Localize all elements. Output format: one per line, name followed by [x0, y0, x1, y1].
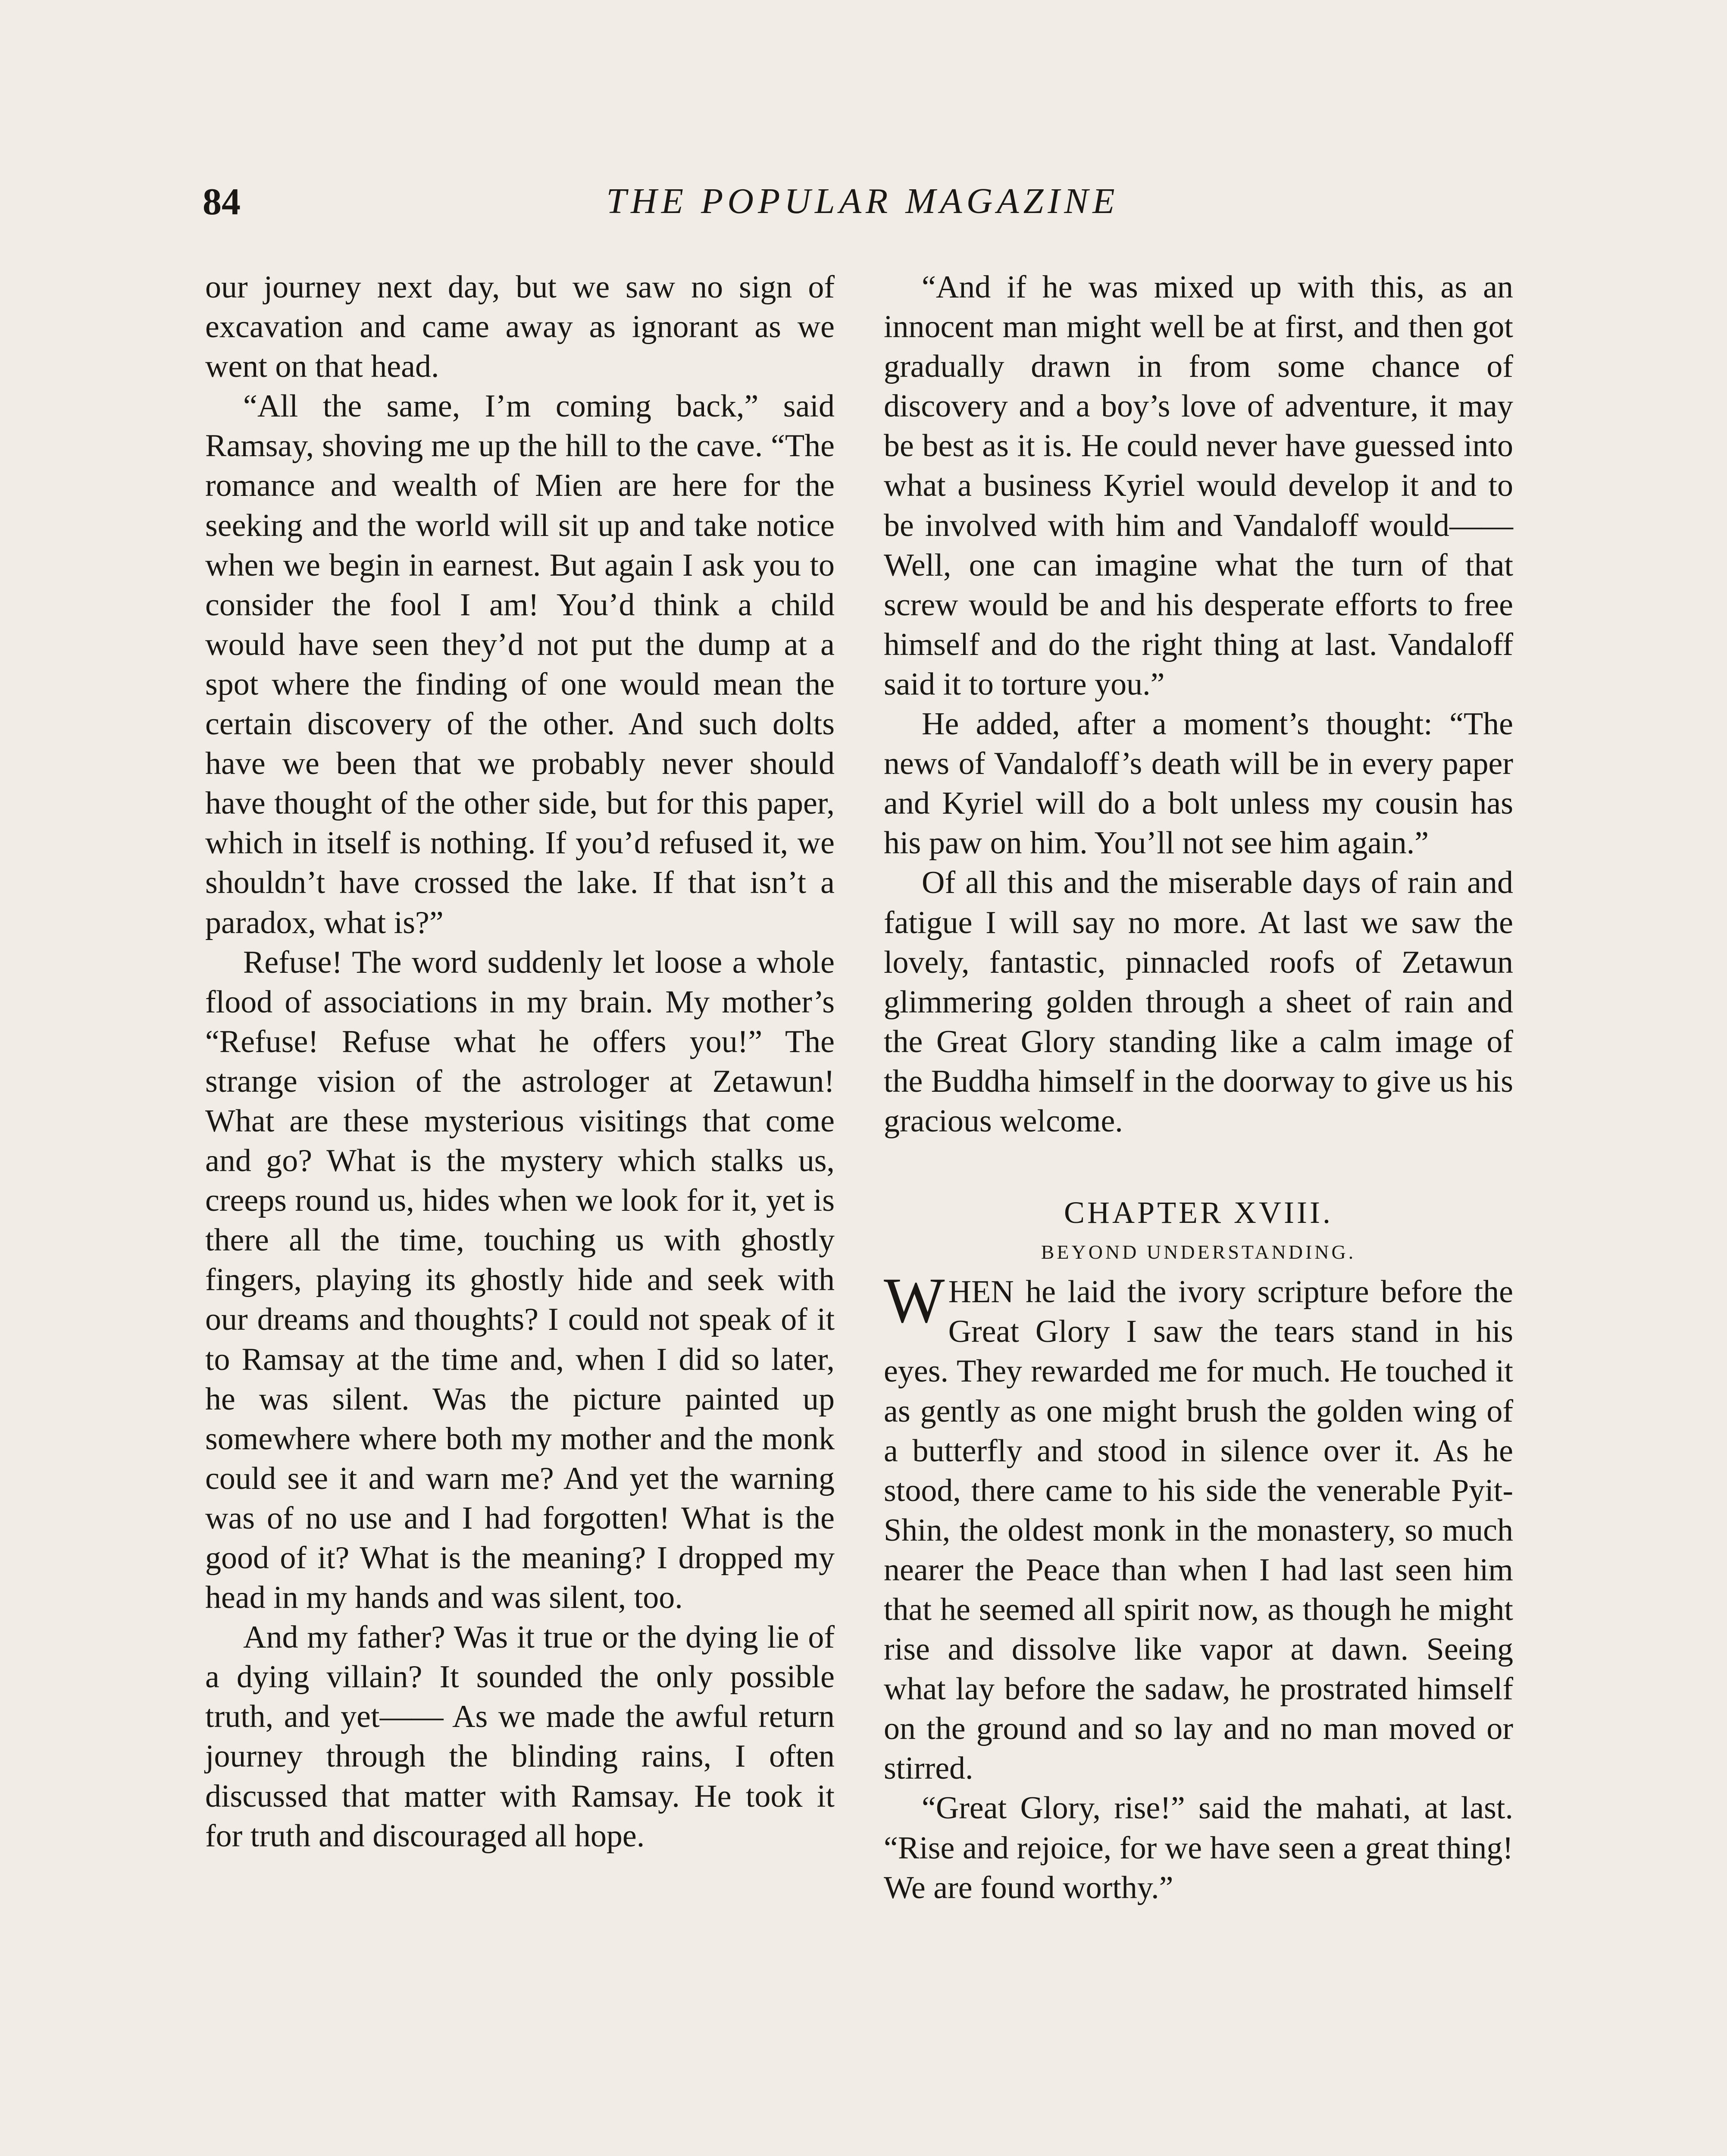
drop-cap: W: [884, 1265, 945, 1337]
running-title: THE POPULAR MAGAZINE: [606, 181, 1119, 221]
chapter-opening-text: HEN he laid the ivory scripture before the Great Glory I saw the tears stand in his eyes. They rewarded me for much. He touched it as gently as one might brush the golden wing of a butterfly and stood in silence over it. As he stood, there came to his side the venerable Pyit-Shin, the oldest monk in the monastery, so much nearer the Peace than when I had last seen him that he seemed all spirit now, as though he might rise and dissolve like vapor at dawn. Seeing what lay before the sadaw, he prostrated himself on the ground and so lay and no man moved or stirred.: [884, 1274, 1513, 1786]
paragraph: our journey next day, but we saw no sign of excavation and came away as ignorant as we went on that head.: [205, 270, 835, 385]
page-number: 84: [203, 181, 241, 223]
chapter-subtitle: BEYOND UNDERSTANDING.: [1041, 1241, 1356, 1263]
paragraph: “All the same, I’m coming back,” said Ramsay, shoving me up the hill to the cave. “The romance and wealth of Mien are here for the seeking and the world will sit up and take notice when we begin in earnest. But again I ask you to consider the fool I am! You’d think a child would have seen they’d not put the dump at a spot where the finding of one would mean the certain discovery of the other. And such dolts have we been that we probably never should have thought of the other side, but for this paper, which in itself is nothing. If you’d refused it, we shouldn’t have crossed the lake. If that isn’t a paradox, what is?”: [205, 389, 835, 940]
paragraph: “Great Glory, rise!” said the mahati, at last. “Rise and rejoice, for we have seen a great thing! We are found worthy.”: [884, 1790, 1513, 1905]
page-header: [203, 180, 1523, 228]
right-column: [884, 267, 1513, 1908]
paragraph: “And if he was mixed up with this, as an innocent man might well be at first, and then got gradually drawn in from some chance of discovery and a boy’s love of adventure, it may be best as it is. He could never have guessed into what a business Kyriel would develop it and to be involved with him and Vandaloff would—— Well, one can imagine what the turn of that screw would be and his desperate efforts to free himself and do the right thing at last. Vandaloff said it to torture you.”: [884, 270, 1513, 702]
paragraph: Of all this and the miserable days of rain and fatigue I will say no more. At last we saw the lovely, fantastic, pinnacled roofs of Zetawun glimmering golden through a sheet of rain and the Great Glory standing like a calm image of the Buddha himself in the doorway to give us his gracious welcome.: [884, 865, 1513, 1139]
paragraph: He added, after a moment’s thought: “The news of Vandaloff’s death will be in every paper and Kyriel will do a bolt unless my cousin has his paw on him. You’ll not see him again.”: [884, 706, 1513, 861]
left-column: [205, 267, 835, 1856]
chapter-heading: [884, 1193, 1513, 1272]
chapter-opening-paragraph: [884, 1265, 1513, 1788]
paragraph: And my father? Was it true or the dying lie of a dying villain? It sounded the only possible truth, and yet—— As we made the awful return journey through the blinding rains, I often discussed that matter with Ramsay. He took it for truth and discouraged all hope.: [205, 1620, 835, 1854]
chapter-title: CHAPTER XVIII.: [1064, 1195, 1333, 1230]
paragraph: Refuse! The word suddenly let loose a whole flood of associations in my brain. My mother’s “Refuse! Refuse what he offers you!” The strange vision of the astrologer at Zetawun! What are these mysterious visitings that come and go? What is the mystery which stalks us, creeps round us, hides when we look for it, yet is there all the time, touching us with ghostly fingers, playing its ghostly hide and seek with our dreams and thoughts? I could not speak of it to Ramsay at the time and, when I did so later, he was silent. Was the picture painted up somewhere where both my mother and the monk could see it and warn me? And yet the warning was of no use and I had forgotten! What is the good of it? What is the meaning? I dropped my head in my hands and was silent, too.: [205, 944, 835, 1616]
